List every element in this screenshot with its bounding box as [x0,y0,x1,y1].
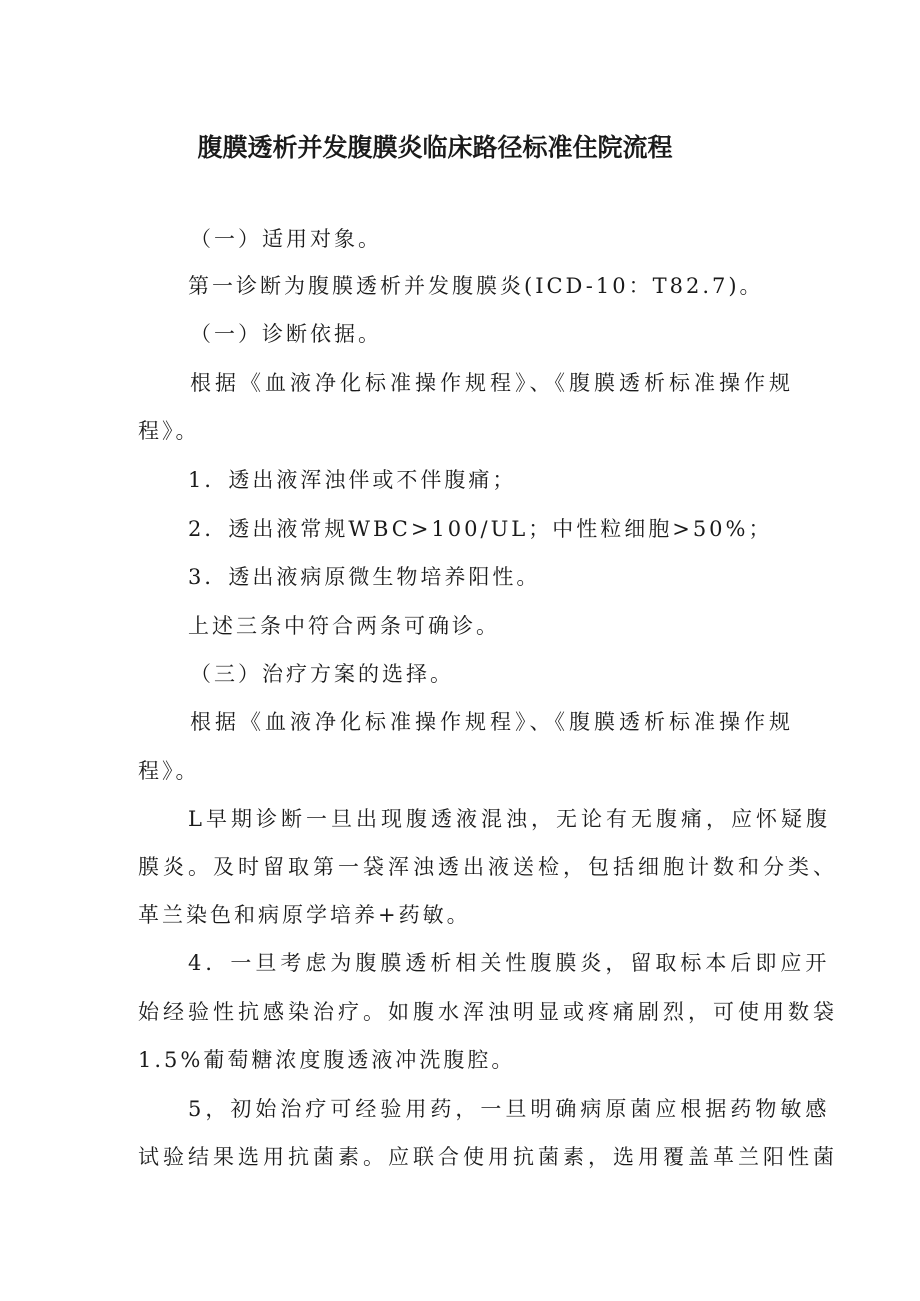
list-item: 1．透出液浑浊伴或不伴腹痛； [188,468,517,492]
section-heading-diagnosis: （一）诊断依据。 [190,322,382,346]
section-heading-treatment: （三）治疗方案的选择。 [190,662,454,686]
paragraph-line: L早期诊断一旦出现腹透液混浊，无论有无腹痛，应怀疑腹 [188,807,831,831]
paragraph-line: 始经验性抗感染治疗。如腹水浑浊明显或疼痛剧烈，可使用数袋 [138,1000,838,1024]
paragraph-line: 根据《血液净化标准操作规程》、《腹膜透析标准操作规 [190,371,794,395]
paragraph-line: 第一诊断为腹膜透析并发腹膜炎(ICD-10：T82.7)。 [188,274,764,298]
paragraph-line: 上述三条中符合两条可确诊。 [188,614,500,638]
list-item: 2．透出液常规WBC>100/UL；中性粒细胞>50%； [188,517,773,541]
paragraph-line: 程》。 [138,759,200,783]
paragraph-line: 程》。 [138,419,200,443]
section-heading-applicable: （一）适用对象。 [190,227,382,251]
paragraph-line: 1.5%葡萄糖浓度腹透液冲洗腹腔。 [138,1048,516,1072]
paragraph-line: 膜炎。及时留取第一袋浑浊透出液送检，包括细胞计数和分类、 [138,855,838,879]
paragraph-line: 试验结果选用抗菌素。应联合使用抗菌素，选用覆盖革兰阳性菌 [138,1145,838,1169]
page-title: 腹膜透析并发腹膜炎临床路径标准住院流程 [197,133,673,162]
paragraph-line: 革兰染色和病原学培养+药敏。 [138,903,471,927]
paragraph-line: 根据《血液净化标准操作规程》、《腹膜透析标准操作规 [190,710,794,734]
list-item: 5，初始治疗可经验用药，一旦明确病原菌应根据药物敏感 [188,1097,831,1121]
list-item: 3．透出液病原微生物培养阳性。 [188,565,541,589]
list-item: 4．一旦考虑为腹膜透析相关性腹膜炎，留取标本后即应开 [188,951,831,975]
